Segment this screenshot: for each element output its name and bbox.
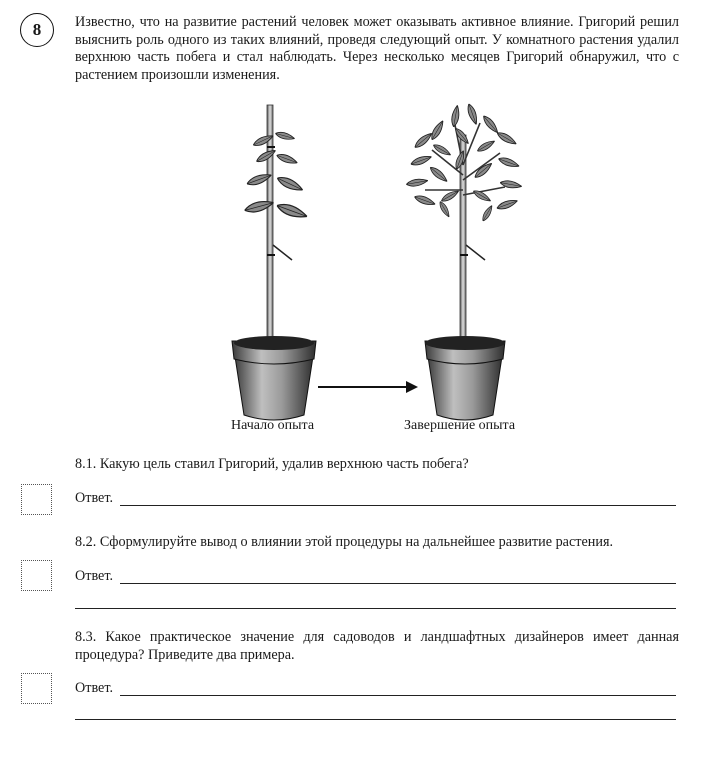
answer-label-8-1: Ответ. <box>75 490 114 506</box>
answer-line-8-2b[interactable] <box>75 608 676 609</box>
answer-line-8-3b[interactable] <box>75 719 676 720</box>
plant-start <box>232 105 316 420</box>
experiment-illustration <box>200 95 560 440</box>
arrow-icon <box>318 381 418 393</box>
caption-end: Завершение опыта <box>404 418 516 433</box>
score-box-8-1[interactable] <box>21 484 52 515</box>
task-number-badge: 8 <box>20 13 54 47</box>
question-8-3: 8.3. Какое практическое значение для садоводов и ландшафтных дизайнеров имеет данная процедура? Приведите два примера. <box>75 629 679 663</box>
task-intro-text: Известно, что на развитие растений человек может оказывать активное влияние. Григорий решил выяснить роль одного из таких влияний, проведя следующий опыт. У комнатного растения удалил верхнюю часть побега и стал наблюдать. Через несколько месяцев Григорий обнаружил, что с растением произошли изменения. <box>75 14 679 83</box>
answer-label-8-2: Ответ. <box>75 568 114 584</box>
answer-line-8-2[interactable] <box>120 583 676 584</box>
answer-line-8-3[interactable] <box>120 695 676 696</box>
question-8-2: 8.2. Сформулируйте вывод о влиянии этой процедуры на дальнейшее развитие растения. <box>75 534 614 550</box>
caption-start: Начало опыта <box>231 418 315 433</box>
question-8-1: 8.1. Какую цель ставил Григорий, удалив верхнюю часть побега? <box>75 456 469 472</box>
score-box-8-2[interactable] <box>21 560 52 591</box>
answer-line-8-1[interactable] <box>120 505 676 506</box>
answer-label-8-3: Ответ. <box>75 680 114 696</box>
plant-end <box>406 103 523 420</box>
score-box-8-3[interactable] <box>21 673 52 704</box>
